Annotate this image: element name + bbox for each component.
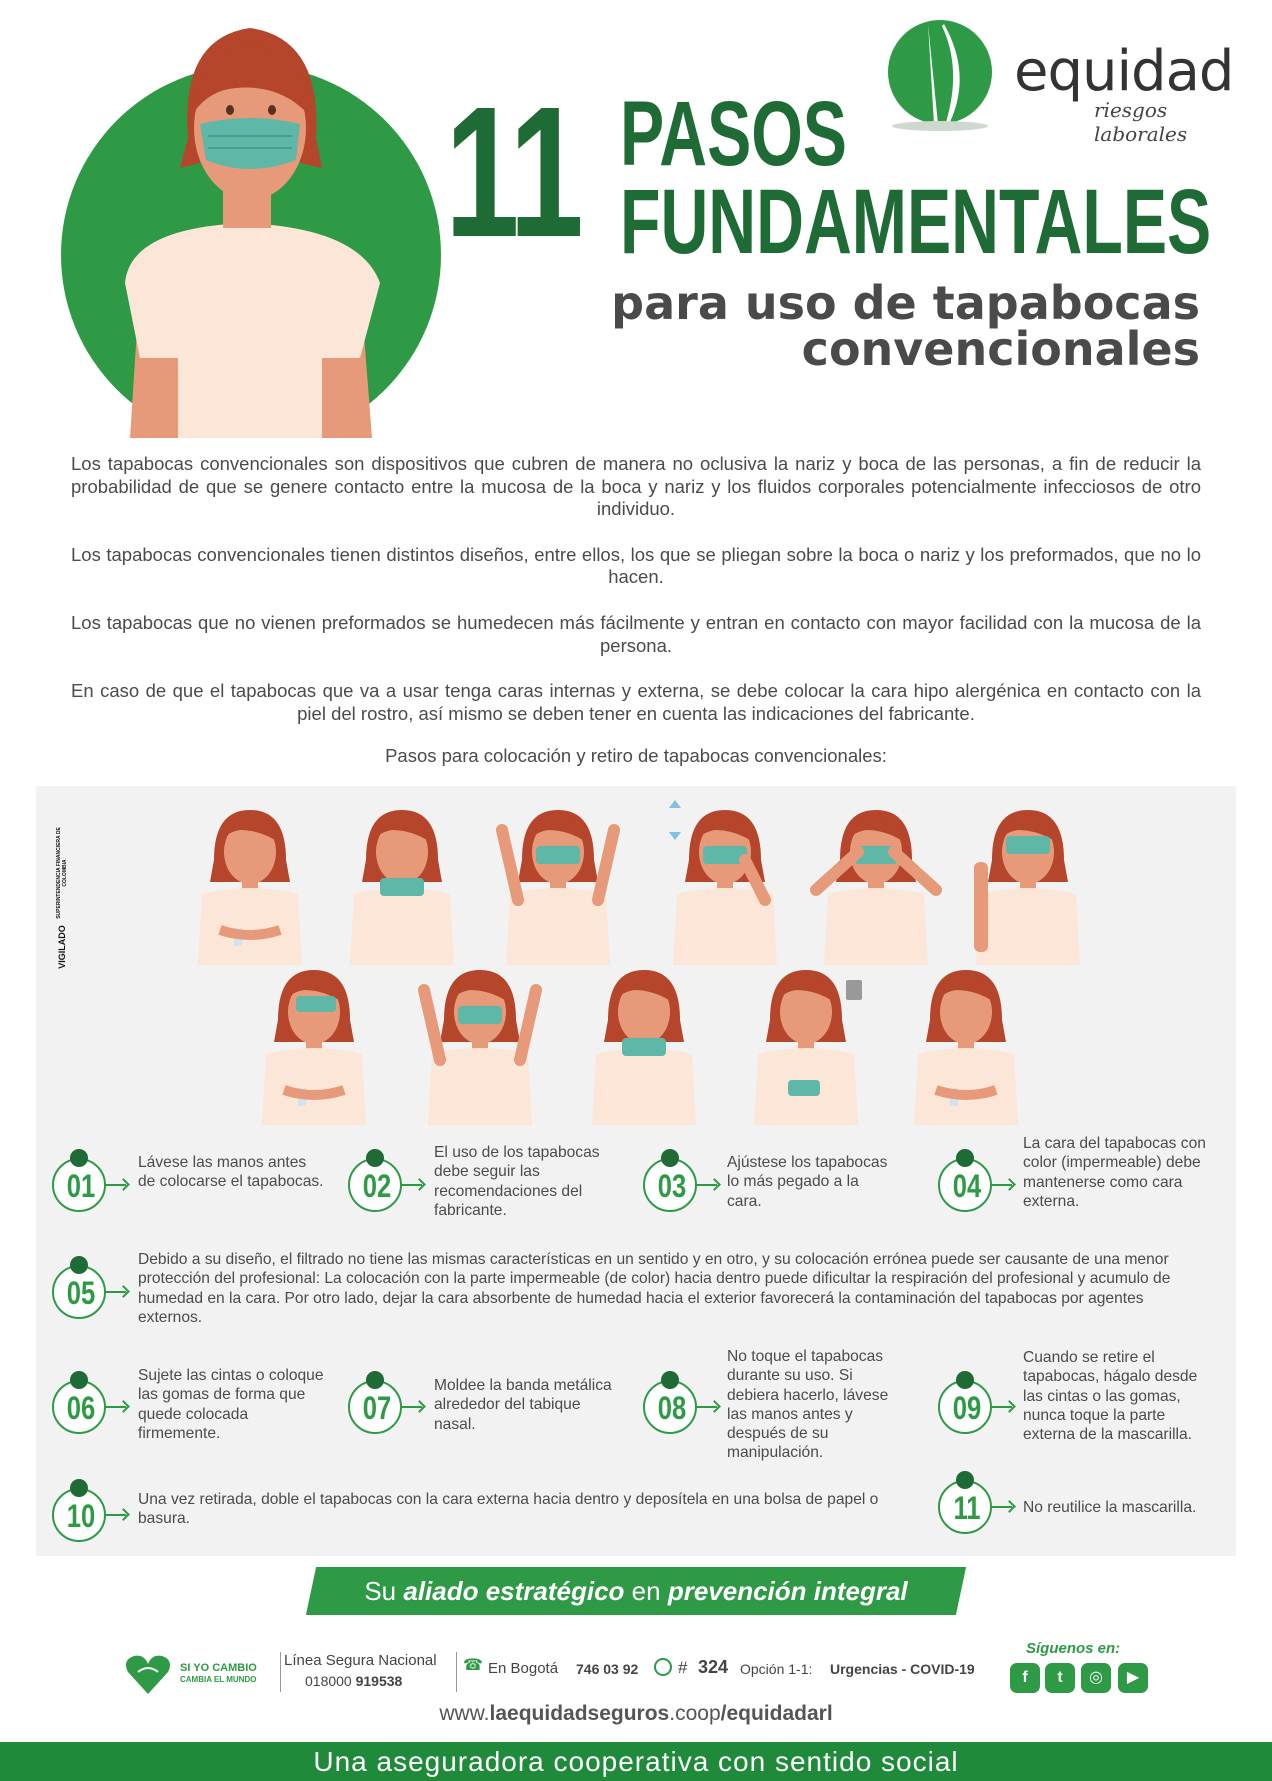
footer-slogan: Una aseguradora cooperativa con sentido social [313,1746,959,1777]
step-03-number: 03 [657,1168,687,1204]
step-03-badge [643,1158,697,1212]
figure-washing-hands-2 [254,950,374,1125]
option-text: Opción 1-1: [740,1661,813,1677]
siyocambio-logo [124,1652,274,1696]
heart-leaf-icon [124,1652,172,1696]
title-line-pasos: PASOS [620,83,847,185]
title-line-fundamentales: FUNDAMENTALES [620,171,1212,273]
instagram-icon[interactable]: ◎ [1081,1663,1111,1693]
step-01-badge [52,1158,106,1212]
figure-holding-mask [342,790,462,965]
step-05-text: Debido a su diseño, el filtrado no tiene las mismas características en un sentido y en otro, y su colocación errónea puede ser causante de una menor protección del profesional: La colocación con la parte impermeable (de color) hacia dentro puede dificultar la respiración del profesional y acumulo de humedad en la cara. Por otro lado, dejar la cara absorbente de humedad hacia el exterior favorecerá la contaminación del tapabocas por agentes externos. [138,1251,1171,1326]
linea-number [305,1673,402,1689]
hero-illustration [60,28,450,438]
vigilado-label: VIGILADO [57,925,67,969]
logo-word: equidad [1014,39,1234,104]
intro-paragraph-2: Los tapabocas convencionales tienen distintos diseños, entre ellos, los que se pliegan sobre la boca o nariz y los preformados, que no lo hacen. [71,543,1201,588]
banner-slogan [311,1567,961,1615]
step-02-badge [348,1158,402,1212]
step-01-number: 01 [66,1168,96,1204]
linea-label: Línea Segura Nacional [284,1652,437,1669]
equidad-logo [880,14,1260,146]
step-02-number: 02 [362,1168,392,1204]
siyo-line1: SI YO CAMBIO [180,1662,257,1674]
phone-icon: ☎ [463,1657,483,1674]
title-number: 11 [445,69,581,276]
step-11-badge [938,1480,992,1534]
step-09-text: Cuando se retire el tapabocas, hágalo desde las cintas o las gomas, nunca toque la parte externa de la mascarilla. [1023,1349,1198,1444]
step-01-text: Lávese las manos antes de colocarse el tapabocas. [138,1154,324,1191]
step-07-badge [348,1380,402,1434]
step-08-text: No toque el tapabocas durante su uso. Si debiera hacerlo, lávese las manos antes y después de su manipulación. [727,1348,889,1462]
subtitle-line2: convencionales [801,322,1200,376]
figure-discarding-mask [742,950,882,1125]
step-10-text: Una vez retirada, doble el tapabocas con la cara externa hacia dentro y deposítela en una bolsa de papel o basura. [138,1491,879,1528]
step-11-text: No reutilice la mascarilla. [1023,1499,1197,1516]
banner-part4: prevención integral [667,1576,908,1606]
step-11-number: 11 [953,1490,981,1526]
divider-1 [280,1652,281,1692]
step-08-number: 08 [657,1390,687,1426]
step-07-number: 07 [362,1390,392,1426]
short-code: 324 [698,1657,729,1677]
figure-folding-mask [584,950,704,1125]
figure-washing-hands-3 [906,950,1026,1125]
footer-slogan-bar [0,1742,1272,1781]
step-10-badge [52,1488,106,1542]
step-04-text: La cara del tapabocas con color (impermeable) debe mantenerse como cara externa. [1023,1135,1206,1210]
logo-tagline: riesgos laborales [1094,98,1188,146]
step-09-number: 09 [952,1390,982,1426]
figure-removing-by-straps [410,950,550,1125]
linea-prefix: 018000 [305,1673,356,1689]
figure-adjusting-mask [655,790,795,965]
step-10-number: 10 [66,1498,96,1534]
hash-symbol: # [678,1658,688,1677]
banner-part3: en [624,1576,668,1606]
intro-text [71,453,1201,748]
vigilado-entity: SUPERINTENDENCIA FINANCIERA DE COLOMBIA [56,827,68,919]
step-06-number: 06 [66,1390,96,1426]
step-02-text: El uso de los tapabocas debe seguir las recomendaciones del fabricante. [434,1144,600,1219]
vigilado-stamp [52,812,72,982]
youtube-icon[interactable]: ▶ [1118,1663,1148,1693]
facebook-icon[interactable]: f [1010,1663,1040,1693]
step-06-badge [52,1380,106,1434]
url-path: /equidadarl [720,1702,833,1725]
mobile-icon [654,1658,672,1676]
option-bold: Urgencias - COVID-19 [830,1661,975,1677]
siyo-line2: CAMBIA EL MUNDO [180,1675,257,1684]
figure-thumbs-up [968,790,1088,965]
url-prefix: www. [439,1702,490,1725]
siguenos-label: Síguenos en: [1026,1640,1121,1657]
linea-number-bold: 919538 [355,1673,403,1689]
step-04-badge [938,1158,992,1212]
bogota-number: 746 03 92 [576,1661,639,1677]
subtitle-line1: para uso de tapabocas [611,276,1200,330]
banner-part1: Su [364,1576,404,1606]
step-03-text: Ajústese los tapabocas lo más pegado a la cara. [727,1154,888,1210]
divider-2 [456,1652,457,1692]
step-05-number: 05 [66,1275,96,1311]
bogota-label: En Bogotá [488,1660,559,1677]
step-04-number: 04 [952,1168,982,1204]
step-09-badge [938,1380,992,1434]
figure-molding-nose-band [806,790,946,965]
twitter-icon[interactable]: t [1045,1663,1075,1693]
figure-washing-hands-1 [190,790,310,965]
website-url[interactable] [0,1702,1272,1726]
logo-icon [880,14,1000,134]
intro-paragraph-4: En caso de que el tapabocas que va a usar tenga caras internas y externa, se debe colocar la cara hipo alergénica en contacto con la piel del rostro, así mismo se deben tener en cuenta las indicaciones del fabricante. [71,680,1201,724]
figure-putting-on-mask [488,790,628,965]
step-08-badge [643,1380,697,1434]
intro-paragraph-1: Los tapabocas convencionales son dispositivos que cubren de manera no oclusiva la nariz y boca de las personas, a fin de reducir la probabilidad de que se genere contacto entre la mucosa de la boca y nariz y los fluidos corporales potencialmente infecciosos de otro individuo. [71,453,1201,520]
banner-part2: aliado estratégico [403,1576,625,1606]
step-05-badge [52,1265,106,1319]
intro-paragraph-3: Los tapabocas que no vienen preformados se humedecen más fácilmente y entran en contacto con mayor facilidad con la mucosa de la persona. [71,611,1201,656]
step-06-text: Sujete las cintas o coloque las gomas de forma que quede colocada firmemente. [138,1367,324,1442]
steps-heading: Pasos para colocación y retiro de tapabocas convencionales: [385,745,887,766]
url-tld: .coop [669,1702,721,1725]
url-domain: laequidadseguros [489,1702,670,1725]
step-07-text: Moldee la banda metálica alrededor del tabique nasal. [434,1377,612,1433]
